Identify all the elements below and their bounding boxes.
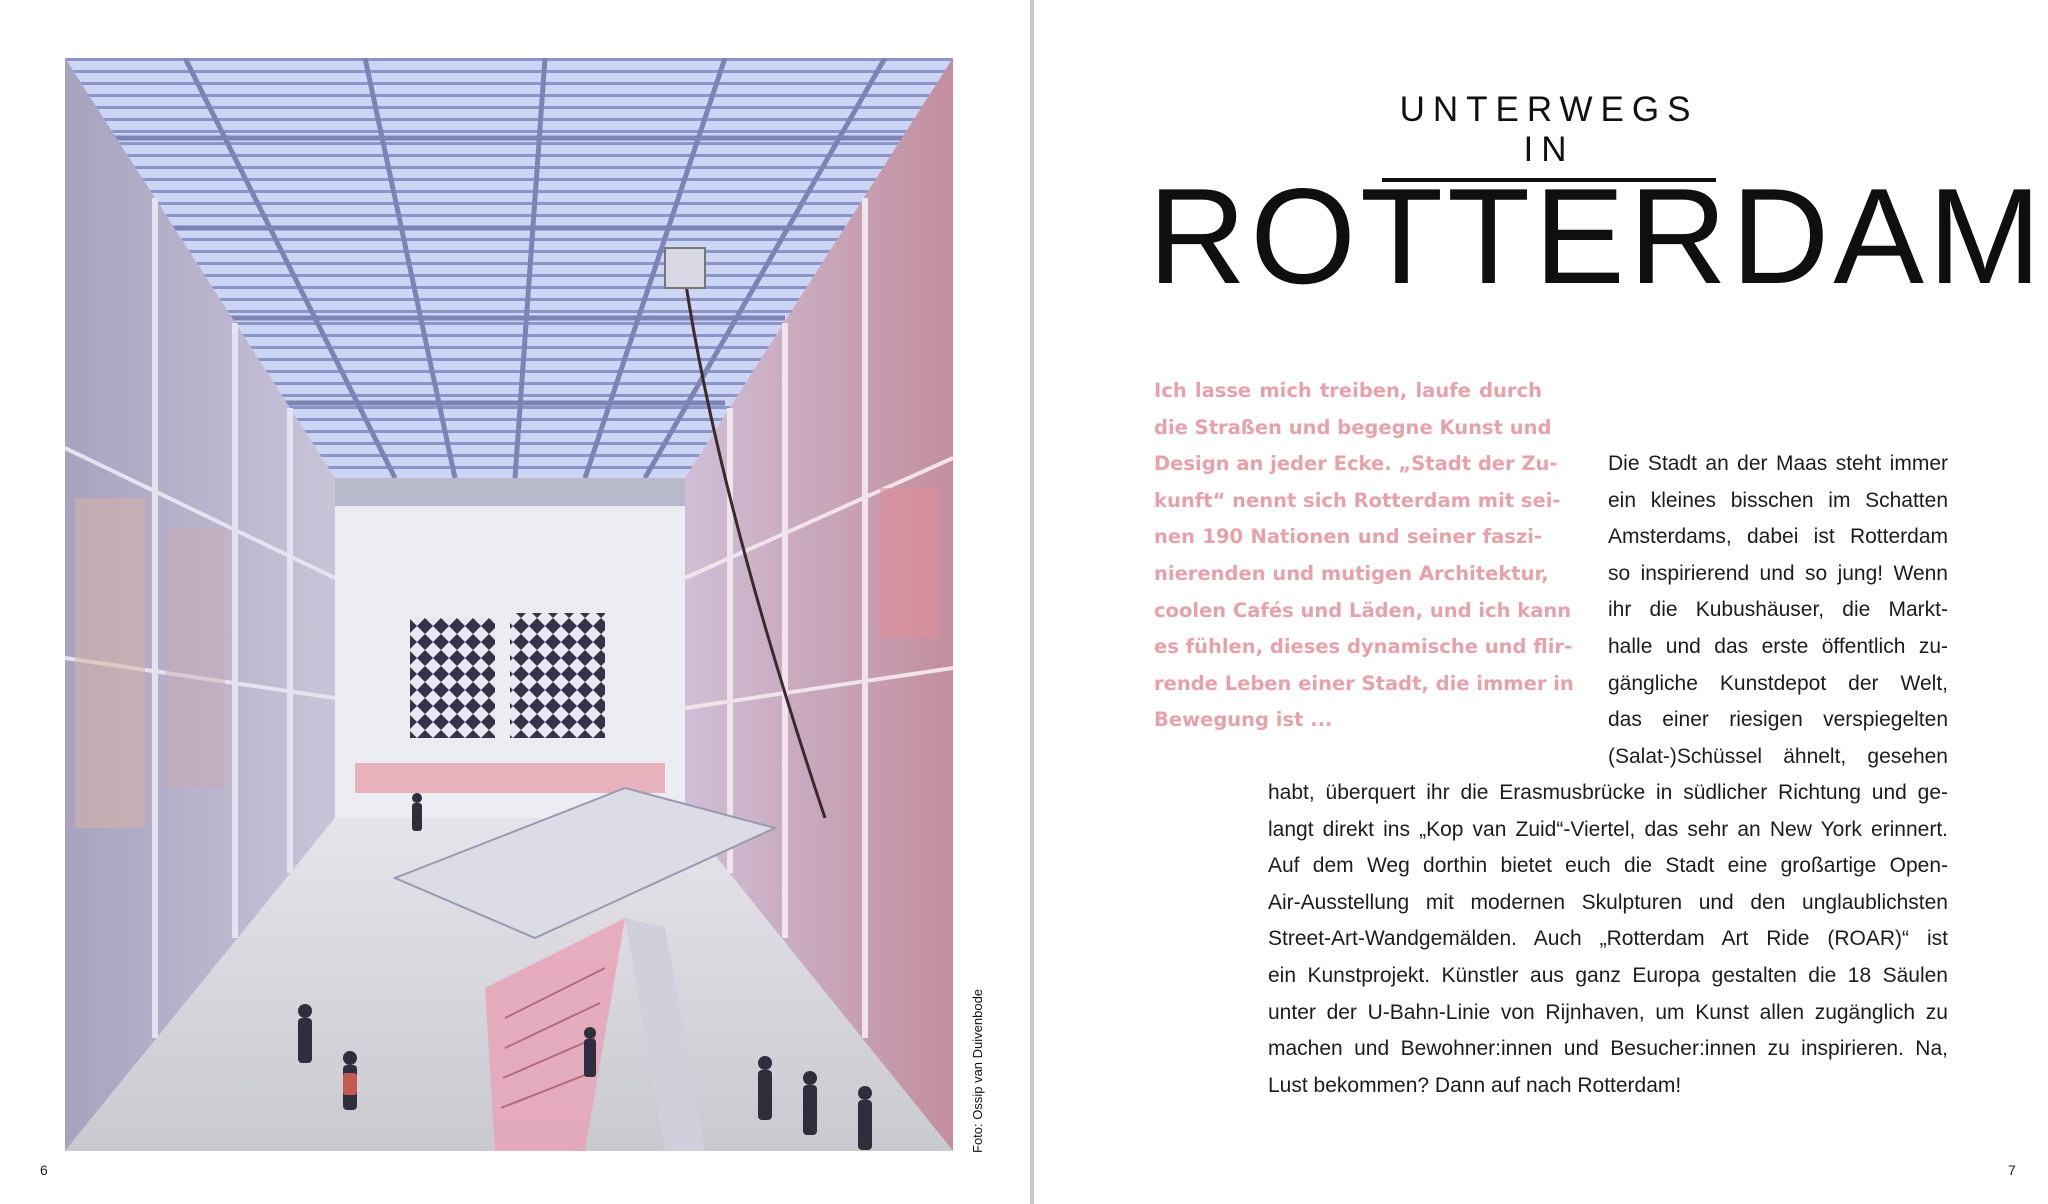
body-line: ein kleines bisschen im Schatten xyxy=(1608,488,1948,512)
body-line: habt, überquert ihr die Erasmusbrücke in südlicher Richtung und ge- xyxy=(1268,781,1948,804)
body-line: ein Kunstprojekt. Künstler aus ganz Europa gestalten die 18 Säulen xyxy=(1268,963,1948,987)
intro-line: nen 190 Nationen und seiner faszi- xyxy=(1154,525,1542,549)
atrium-illustration xyxy=(65,58,953,1151)
body-line: machen und Bewohner:innen und Besucher:innen zu inspirieren. Na, xyxy=(1268,1037,1948,1061)
body-line: halle und das erste öffentlich zu- xyxy=(1608,634,1948,658)
body-line: langt direkt ins „Kop van Zuid“-Viertel, das sehr an New York erinnert. xyxy=(1268,817,1948,841)
body-line: ihr die Kubushäuser, die Markt- xyxy=(1608,598,1948,622)
page-number-right: 7 xyxy=(2008,1162,2016,1178)
intro-line: Bewegung ist ... xyxy=(1154,708,1333,732)
intro-line: Ich lasse mich treiben, laufe durch xyxy=(1154,379,1542,402)
intro-line: nierenden und mutigen Architektur, xyxy=(1154,561,1549,585)
body-line: Lust bekommen? Dann auf nach Rotterdam! xyxy=(1268,1073,1682,1097)
body-line: Auf dem Weg dorthin bietet euch die Stadt eine großartige Open- xyxy=(1268,854,1948,878)
intro-line: kunft“ nennt sich Rotterdam mit sei- xyxy=(1154,488,1561,512)
body-column-narrow xyxy=(1608,446,1948,775)
body-line: Amsterdams, dabei ist Rotterdam xyxy=(1608,525,1948,549)
body-line: (Salat-)Schüssel ähnelt, gesehen xyxy=(1608,744,1948,768)
body-line: unter der U-Bahn-Linie von Rijnhaven, um Kunst allen zugänglich zu xyxy=(1268,1000,1948,1024)
body-line: Street-Art-Wandgemälden. Auch „Rotterdam Art Ride (ROAR)“ ist xyxy=(1268,927,1948,951)
page-title: ROTTERDAM xyxy=(1148,160,2046,312)
intro-line: rende Leben einer Stadt, die immer in xyxy=(1154,671,1574,695)
body-column-wide xyxy=(1268,775,1948,1104)
page-number-left: 6 xyxy=(40,1162,48,1178)
intro-line: es fühlen, dieses dynamische und flir- xyxy=(1154,635,1573,659)
body-line: gängliche Kunstdepot der Welt, xyxy=(1608,671,1948,695)
page-gutter xyxy=(1030,0,1034,1204)
body-line: so inspirierend und so jung! Wenn xyxy=(1608,561,1948,585)
body-line: Die Stadt an der Maas steht immer xyxy=(1608,452,1948,475)
intro-line: die Straßen und begegne Kunst und xyxy=(1154,415,1552,439)
intro-line: coolen Cafés und Läden, und ich kann xyxy=(1154,598,1572,622)
photo-credit: Foto: Ossip van Duivenbode xyxy=(970,988,985,1153)
body-line: Air-Ausstellung mit modernen Skulpturen und den unglaublichsten xyxy=(1268,890,1948,914)
kicker-heading: UNTERWEGS IN xyxy=(1382,90,1716,182)
intro-line: Design an jeder Ecke. „Stadt der Zu- xyxy=(1154,452,1558,476)
body-line: das einer riesigen verspiegelten xyxy=(1608,708,1948,732)
intro-paragraph xyxy=(1154,373,1574,739)
atrium-photo xyxy=(65,58,953,1151)
